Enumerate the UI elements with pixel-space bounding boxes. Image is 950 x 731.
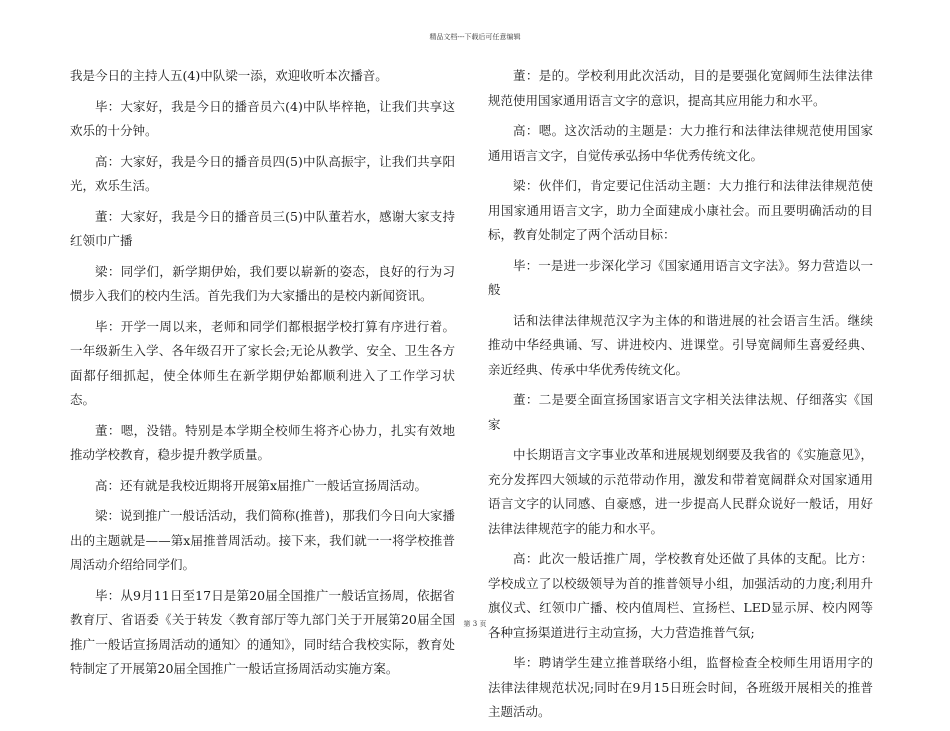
paragraph: 毕：从9月11日至17日是第20届全国推广一般话宣扬周，依据省教育厅、省语委《关于转发〈教育部厅等九部门关于开展第20届全国推广一般话宣扬周活动的通知〉的通知》，同时结合我校实际，教育处特制定了开展第20届全国推广一般话宣扬周活动实施方案。 xyxy=(70,587,455,676)
paragraph: 梁：伙伴们，肯定要记住活动主题：大力推行和法律法律规范使用国家通用语言文字，助力全面建成小康社会。而且要明确活动的目标，教育处制定了两个活动目标： xyxy=(488,178,873,242)
paragraph: 高：此次一般话推广周，学校教育处还做了具体的支配。比方：学校成立了以校级领导为首的推普领导小组，加强活动的力度;利用升旗仪式、红领巾广播、校内值周栏、宣扬栏、LED显示屏、校内网等各种宣扬渠道进行主动宣扬，大力营造推普气氛; xyxy=(488,551,873,640)
paragraph: 董：是的。学校利用此次活动，目的是要强化宽阔师生法律法律规范使用国家通用语言文字的意识，提高其应用能力和水平。 xyxy=(488,68,873,108)
paragraph: 董：大家好，我是今日的播音员三(5)中队董若水，感谢大家支持红领巾广播 xyxy=(70,208,455,248)
paragraph: 毕：开学一周以来，老师和同学们都根据学校打算有序进行着。一年级新生入学、各年级召开了家长会;无论从教学、安全、卫生各方面都仔细抓起，使全体师生在新学期伊始都顺利进入了工作学习状态。 xyxy=(70,318,455,407)
paragraph: 话和法律法律规范汉字为主体的和谐进展的社会语言生活。继续推动中华经典诵、写、讲进校内、进课堂。引导宽阔师生喜爱经典、亲近经典、传承中华优秀传统文化。 xyxy=(488,312,873,377)
page-header: 精品文档---下载后可任意编辑 xyxy=(429,33,521,41)
right-column xyxy=(488,64,873,731)
paragraph: 董：嗯，没错。特别是本学期全校师生将齐心协力，扎实有效地推动学校教育，稳步提升教学质量。 xyxy=(70,422,455,462)
paragraph: 毕：大家好，我是今日的播音员六(4)中队毕梓艳，让我们共享这欢乐的十分钟。 xyxy=(70,98,455,138)
page-number: 第 3 页 xyxy=(463,620,487,628)
paragraph: 毕：聘请学生建立推普联络小组，监督检查全校师生用语用字的法律法律规范状况;同时在9月15日班会时间，各班级开展相关的推普主题活动。 xyxy=(488,655,873,719)
paragraph: 梁：说到推广一般话活动，我们简称(推普)，那我们今日向大家播出的主题就是——第x届推普周活动。接下来，我们就一一将学校推普周活动介绍给同学们。 xyxy=(70,508,455,572)
paragraph: 我是今日的主持人五(4)中队梁一添，欢迎收听本次播音。 xyxy=(70,68,388,83)
paragraph: 高：还有就是我校近期将开展第x届推广一般话宣扬周活动。 xyxy=(95,477,428,493)
paragraph: 梁：同学们，新学期伊始，我们要以崭新的姿态，良好的行为习惯步入我们的校内生活。首先我们为大家播出的是校内新闻资讯。 xyxy=(70,263,455,303)
paragraph: 高：大家好，我是今日的播音员四(5)中队高振宇，让我们共享阳光，欢乐生活。 xyxy=(70,153,455,193)
paragraph: 中长期语言文字事业改革和进展规划纲要及我省的《实施意见》，充分发挥四大领域的示范带动作用，激发和带着宽阔群众对国家通用语言文字的认同感、自豪感，进一步提高人民群众说好一般话，用好法律法律规范字的能力和水平。 xyxy=(488,447,873,536)
left-column xyxy=(70,64,455,688)
paragraph: 高：嗯。这次活动的主题是：大力推行和法律法律规范使用国家通用语言文字，自觉传承弘扬中华优秀传统文化。 xyxy=(488,123,873,163)
paragraph: 毕：一是进一步深化学习《国家通用语言文字法》。努力营造以一般 xyxy=(488,257,873,297)
paragraph: 董：二是要全面宣扬国家语言文字相关法律法规、仔细落实《国家 xyxy=(488,392,873,432)
